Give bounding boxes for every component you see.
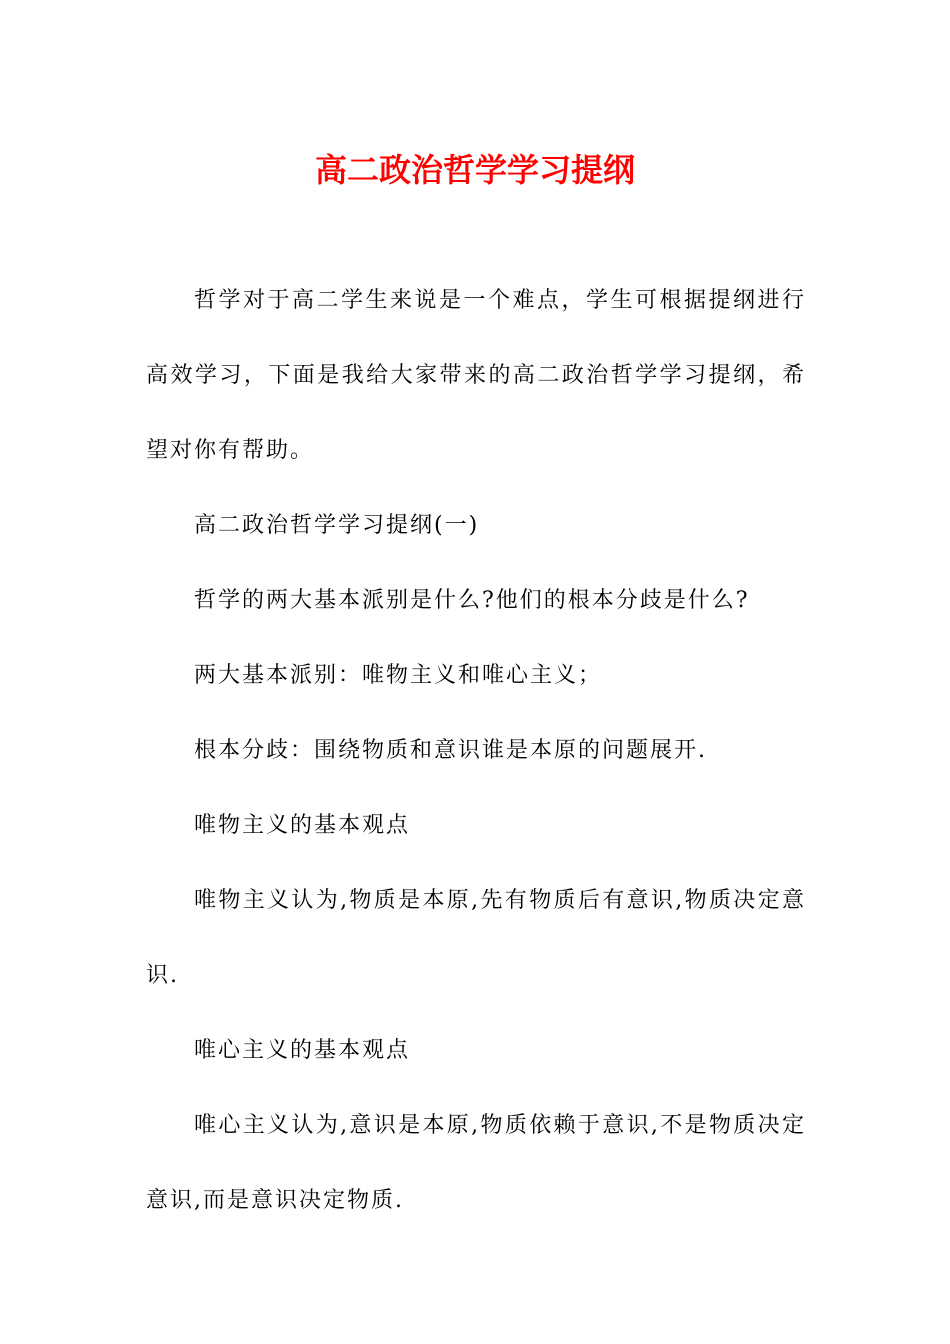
paragraph-two-schools: 两大基本派别：唯物主义和唯心主义； (194, 663, 603, 688)
paragraph-materialism-heading: 唯物主义的基本观点 (194, 813, 411, 838)
paragraph-question: 哲学的两大基本派别是什么?他们的根本分歧是什么? (194, 588, 750, 613)
paragraph-idealism-view: 唯心主义认为,意识是本原,物质依赖于意识,不是物质决定意识,而是意识决定物质. (146, 1113, 806, 1213)
document-title: 高二政治哲学学习提纲 (314, 151, 635, 189)
paragraph-idealism-heading: 唯心主义的基本观点 (194, 1038, 411, 1063)
paragraph-fundamental-difference: 根本分歧：围绕物质和意识谁是本原的问题展开. (194, 738, 707, 763)
document-body (146, 263, 806, 1238)
paragraph-section-heading: 高二政治哲学学习提纲(一) (194, 513, 480, 538)
paragraph-intro: 哲学对于高二学生来说是一个难点，学生可根据提纲进行高效学习，下面是我给大家带来的高二政治哲学学习提纲，希望对你有帮助。 (146, 288, 806, 463)
paragraph-materialism-view: 唯物主义认为,物质是本原,先有物质后有意识,物质决定意识. (146, 888, 806, 988)
